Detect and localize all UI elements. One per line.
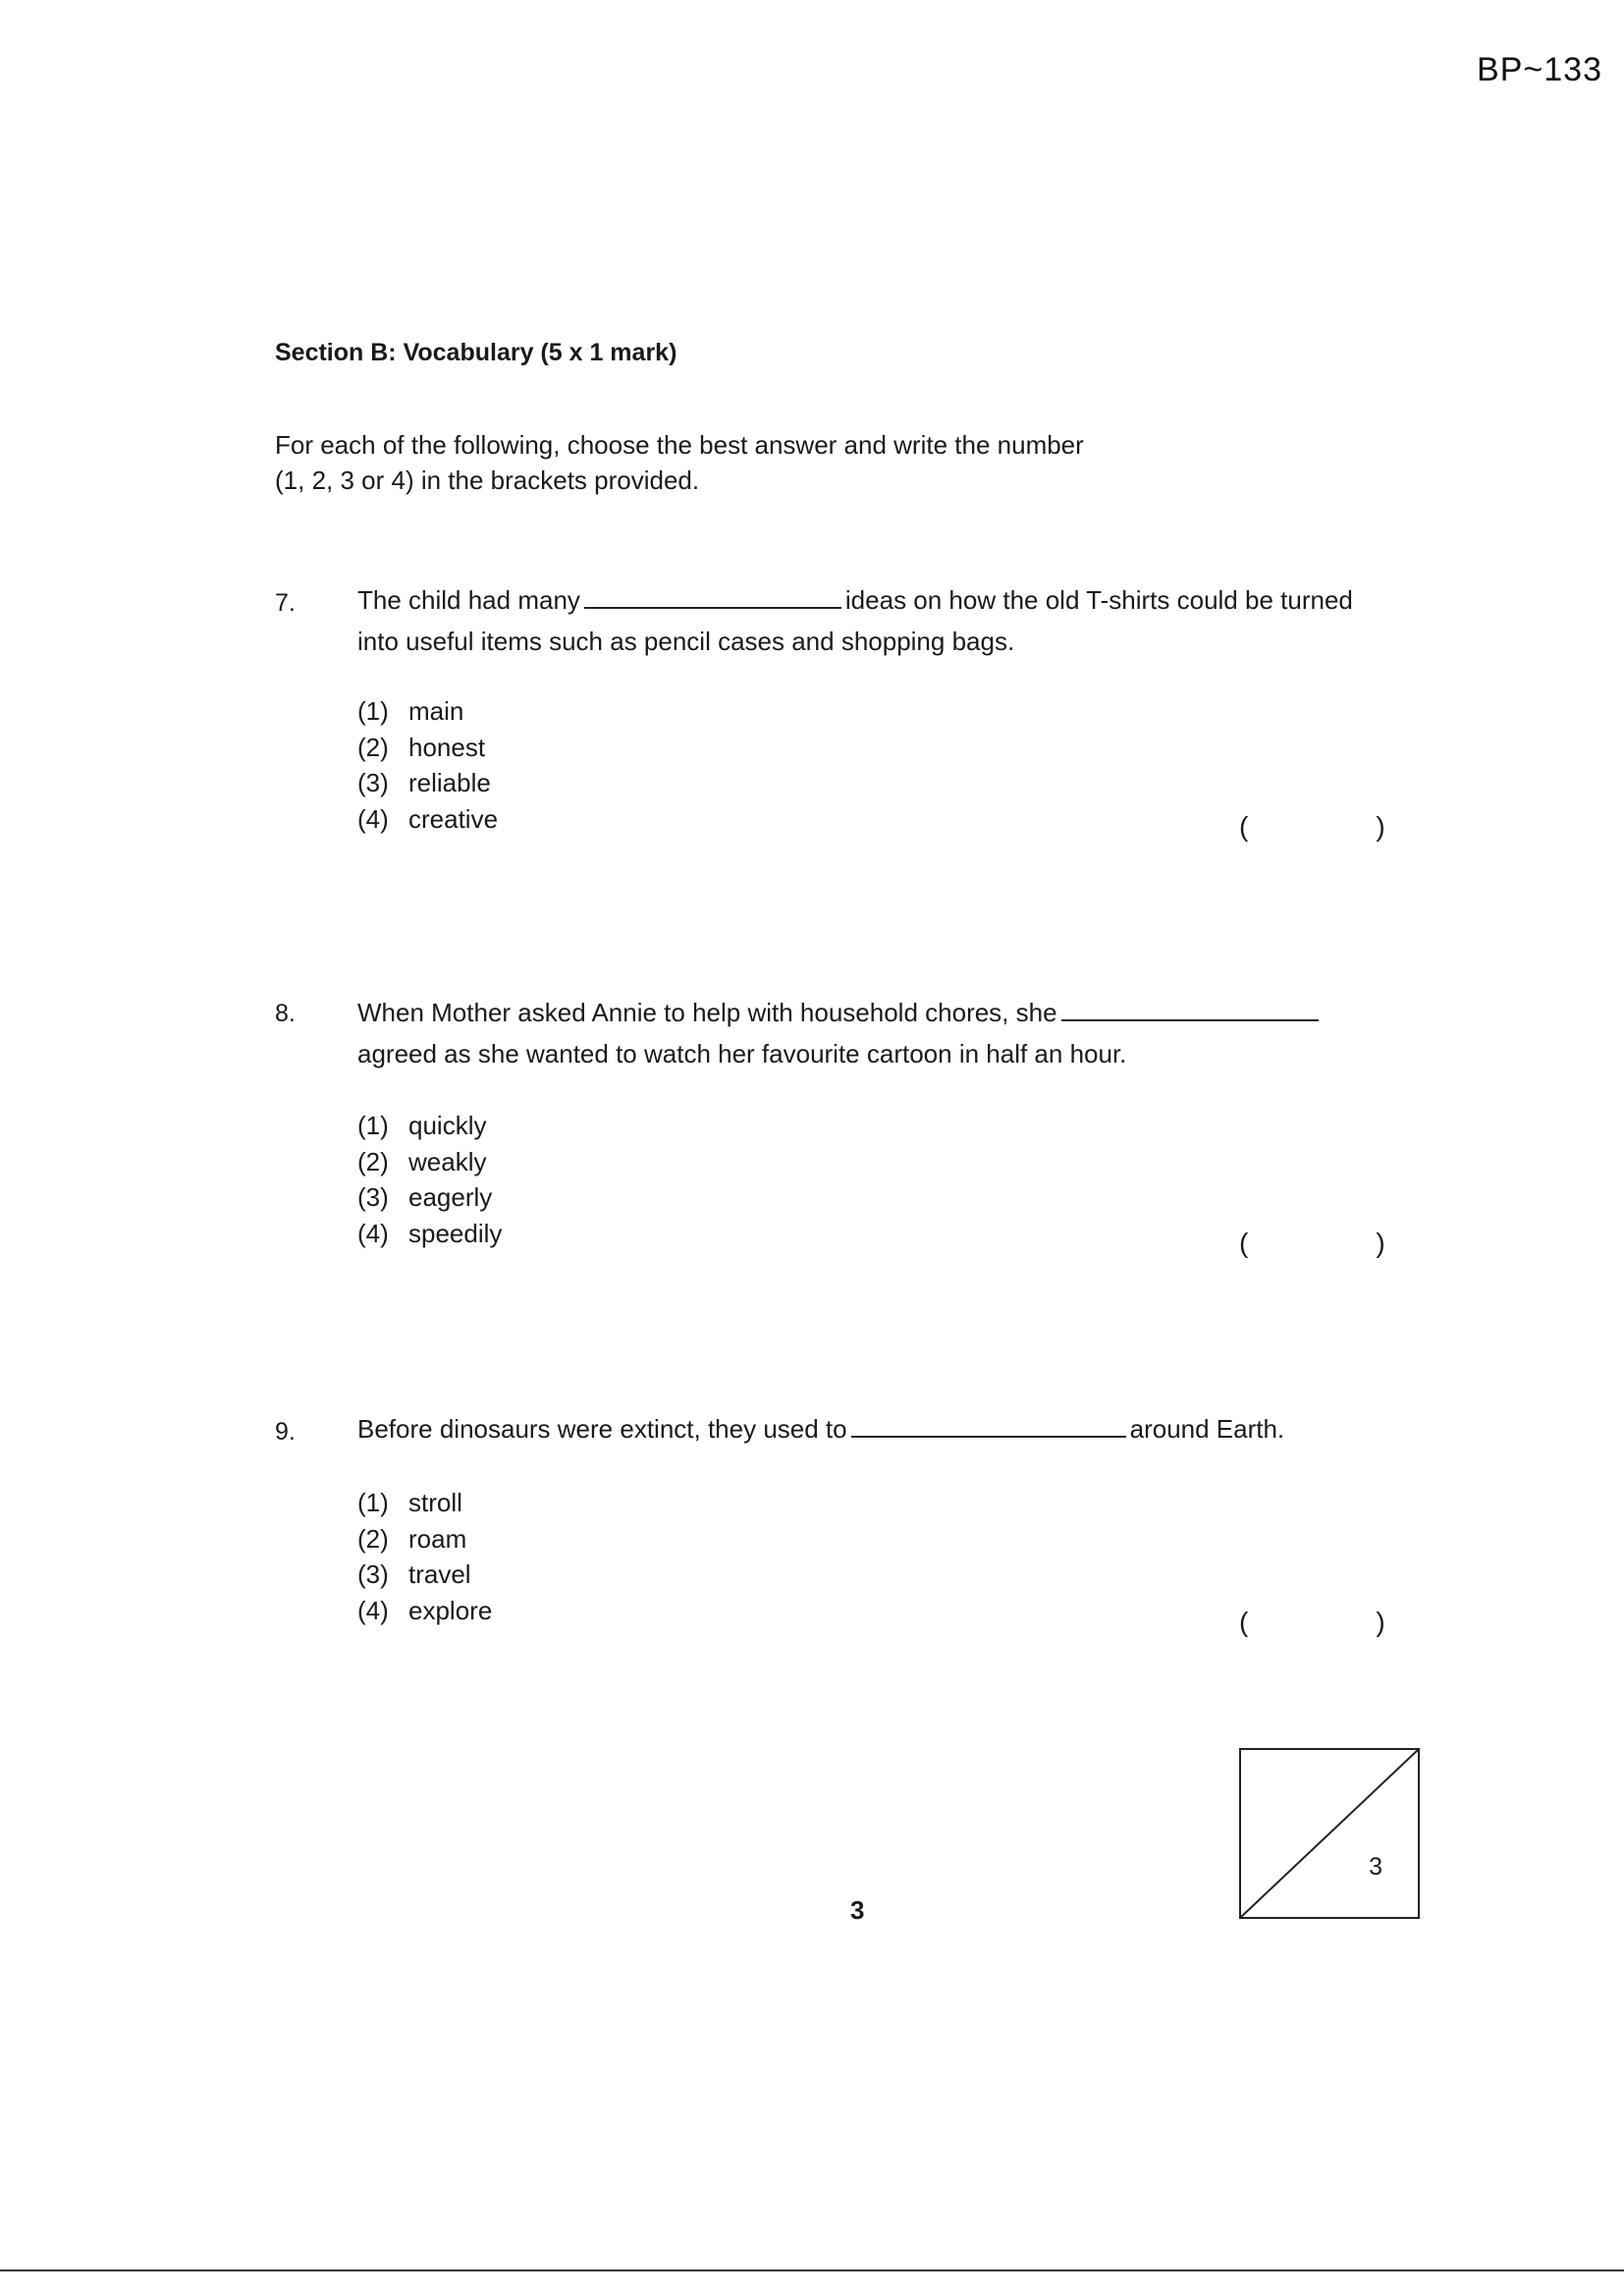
question-8-line-1	[357, 992, 1323, 1033]
question-9-option-1	[357, 1485, 492, 1521]
option-text: honest	[408, 732, 486, 762]
question-7-option-4	[357, 801, 498, 838]
question-8-option-2	[357, 1144, 502, 1180]
paper-code: BP~133	[1477, 51, 1602, 88]
option-text: reliable	[408, 768, 491, 797]
option-number: (3)	[357, 1182, 389, 1212]
option-text: main	[408, 696, 464, 726]
question-9-text	[357, 1408, 1284, 1449]
page-number: 3	[850, 1895, 865, 1925]
instruction-line-2: (1, 2, 3 or 4) in the brackets provided.	[275, 465, 700, 495]
question-7-text-before-blank: The child had many	[357, 585, 580, 615]
option-text: roam	[408, 1523, 467, 1554]
option-number: (2)	[357, 1523, 389, 1554]
option-text: quickly	[408, 1111, 487, 1140]
option-number: (3)	[357, 1559, 389, 1589]
question-8-option-4	[357, 1216, 502, 1252]
question-7-text-after-blank: ideas on how the old T-shirts could be turned	[844, 585, 1353, 615]
option-number: (2)	[357, 1146, 389, 1176]
question-8-text-before-blank: When Mother asked Annie to help with household chores, she	[357, 998, 1057, 1027]
question-8-answer-bracket[interactable]	[1239, 1228, 1385, 1259]
bracket-open: (	[1239, 1607, 1249, 1637]
question-7-option-3	[357, 765, 498, 801]
question-7-answer-bracket[interactable]	[1239, 811, 1385, 843]
section-instructions	[275, 427, 1084, 498]
option-text: travel	[408, 1559, 471, 1589]
question-8-line-2: agreed as she wanted to watch her favourite cartoon in half an hour.	[357, 1039, 1127, 1068]
question-8-number: 8.	[275, 1000, 296, 1027]
question-8-option-3	[357, 1179, 502, 1216]
question-9-option-2	[357, 1521, 492, 1558]
question-9-blank[interactable]	[851, 1414, 1126, 1438]
page-bottom-rule	[0, 2269, 1624, 2271]
question-8-blank[interactable]	[1061, 998, 1319, 1021]
question-9-text-after-blank: around Earth.	[1129, 1414, 1285, 1444]
question-9-option-4	[357, 1593, 492, 1629]
option-number: (4)	[357, 1218, 389, 1248]
option-text: eagerly	[408, 1182, 493, 1212]
score-box-value: 3	[1369, 1853, 1382, 1881]
question-8-options	[357, 1108, 502, 1251]
option-text: stroll	[408, 1488, 462, 1517]
bracket-close: )	[1376, 1228, 1385, 1258]
question-7-line-1	[357, 579, 1353, 621]
option-number: (4)	[357, 803, 389, 834]
question-9-text-before-blank: Before dinosaurs were extinct, they used to	[357, 1414, 847, 1444]
question-7-option-1	[357, 693, 498, 730]
question-9-number: 9.	[275, 1418, 296, 1446]
option-number: (1)	[357, 1111, 389, 1140]
question-7-number: 7.	[275, 589, 296, 617]
bracket-close: )	[1376, 1607, 1385, 1637]
bracket-open: (	[1239, 1228, 1249, 1258]
question-9-options	[357, 1485, 492, 1628]
option-text: weakly	[408, 1146, 487, 1176]
question-9-option-3	[357, 1557, 492, 1593]
option-number: (4)	[357, 1595, 389, 1625]
question-8-text	[357, 992, 1323, 1074]
question-9-answer-bracket[interactable]	[1239, 1607, 1385, 1638]
option-text: creative	[408, 803, 499, 834]
question-7-blank[interactable]	[584, 585, 841, 609]
instruction-line-1: For each of the following, choose the best answer and write the number	[275, 430, 1084, 460]
score-box	[1239, 1748, 1420, 1919]
option-number: (1)	[357, 696, 389, 726]
section-title: Section B: Vocabulary (5 x 1 mark)	[275, 339, 677, 366]
question-7-line-2: into useful items such as pencil cases and shopping bags.	[357, 627, 1015, 656]
question-7-options	[357, 693, 498, 837]
score-box-diagonal	[1241, 1750, 1418, 1917]
option-text: explore	[408, 1595, 493, 1625]
bracket-open: (	[1239, 811, 1249, 842]
question-9-line-1	[357, 1408, 1284, 1449]
bracket-close: )	[1376, 811, 1385, 842]
question-8-option-1	[357, 1108, 502, 1144]
option-number: (2)	[357, 732, 389, 762]
option-text: speedily	[408, 1218, 503, 1248]
question-7-text	[357, 579, 1353, 662]
option-number: (1)	[357, 1488, 389, 1517]
option-number: (3)	[357, 768, 389, 797]
question-7-option-2	[357, 730, 498, 766]
